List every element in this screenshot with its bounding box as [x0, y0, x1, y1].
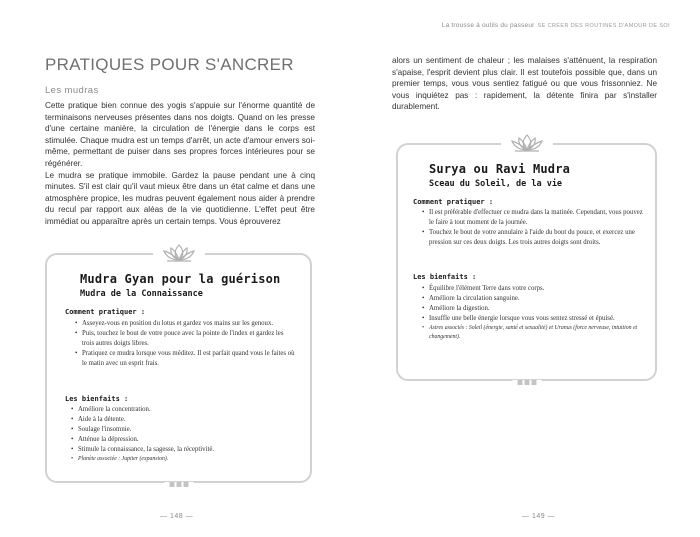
running-head-subtitle: SE CRÉER DES ROUTINES D'AMOUR DE SOI	[537, 23, 670, 29]
body-text-right	[392, 55, 657, 113]
benefits-list	[422, 284, 644, 342]
list-item: • Touchez le bout de votre annulaire à l'aide du bout du pouce, et exercez une pression sur ces deux doigts. Les trois autres doigts sont droits.	[422, 228, 644, 248]
list-item: • Aide à la détente.	[71, 415, 296, 425]
right-page	[350, 0, 700, 537]
how-list	[422, 208, 644, 248]
body-text-left	[45, 100, 315, 228]
how-heading: Comment pratiquer :	[413, 198, 494, 206]
how-heading: Comment pratiquer :	[65, 308, 146, 316]
list-item: • Astres associés : Soleil (énergie, santé et sexualité) et Uranus (force nerveuse, intuition et changement).	[422, 324, 644, 342]
card-title: Mudra Gyan pour la guérison	[80, 272, 281, 286]
list-item: • Planète associée : Jupiter (expansion).	[71, 455, 296, 464]
running-head	[442, 22, 670, 29]
list-item: • Pratiquez ce mudra lorsque vous méditez. Il est parfait quand vous le faites où le matin avec un esprit frais.	[75, 349, 295, 369]
paragraph: Le mudra se pratique immobile. Gardez la pause pendant une à cinq minutes. S'il est clair qu'il vaut mieux être dans un état calme et dans une atmosphère propice, les mudras peuvent également nous aider à prendre du recul par rapport aux aléas de la vie quotidienne. L'effet peut être immédiat ou apparaître après un certain temps. Vous éprouverez	[45, 170, 315, 226]
running-head-title: La trousse à outils du passeur	[441, 22, 535, 29]
page-number: — 149 —	[522, 513, 556, 520]
page-number: — 148 —	[160, 513, 194, 520]
list-item: • Puis, touchez le bout de votre pouce avec la pointe de l'index et gardez les trois autres doigts libres.	[75, 329, 295, 349]
card-title: Surya ou Ravi Mudra	[429, 162, 571, 176]
ornament-dots	[164, 482, 193, 487]
list-item: • Il est préférable d'effectuer ce mudra dans la matinée. Cependant, vous pouvez le faire à tout moment de la journée.	[422, 208, 644, 228]
ornament-dots	[512, 380, 541, 385]
lotus-icon	[501, 130, 553, 156]
list-item: • Insuffle une belle énergie lorsque vous vous sentez stressé et épuisé.	[422, 314, 644, 324]
mudra-card-gyan	[45, 253, 312, 483]
list-item: • Soulage l'insomnie.	[71, 425, 296, 435]
mudra-card-surya	[396, 143, 657, 381]
paragraph: alors un sentiment de chaleur ; les malaises s'atténuent, la respiration s'apaise, l'esprit devient plus clair. Il est toutefois possible que, dans un premier temps, vous vous sentiez fatigué ou que vous frissonniez. Ne vous inquiétez pas : rapidement, la détente finira par s'installer durablement.	[392, 56, 657, 112]
benefits-heading: Les bienfaits :	[65, 395, 129, 403]
list-item: • Améliore la digestion.	[422, 304, 644, 314]
benefits-heading: Les bienfaits :	[413, 273, 477, 281]
card-subtitle: Mudra de la Connaissance	[80, 289, 203, 299]
benefits-list	[71, 405, 296, 464]
paragraph: Cette pratique bien connue des yogis s'appuie sur l'énorme quantité de terminaisons nerveuses présentes dans nos doigts. Quand on les presse d'une certaine manière, la circulation de l'énergie dans le corps est stimulée. Chaque mudra est un temps d'arrêt, un acte d'amour envers soi-même, permettant de puiser dans ses propres forces intérieures pour se régénérer.	[45, 101, 315, 168]
chapter-title: PRATIQUES POUR S'ANCRER	[45, 55, 294, 74]
section-title: Les mudras	[45, 85, 99, 96]
list-item: • Améliore la circulation sanguine.	[422, 294, 644, 304]
lotus-icon	[153, 240, 205, 266]
list-item: • Améliore la concentration.	[71, 405, 296, 415]
list-item: • Stimule la connaissance, la sagesse, la réceptivité.	[71, 445, 296, 455]
card-subtitle: Sceau du Soleil, de la vie	[429, 179, 563, 189]
list-item: • Atténue la dépression.	[71, 435, 296, 445]
list-item: • Équilibre l'élément Terre dans votre corps.	[422, 284, 644, 294]
how-list	[75, 319, 295, 369]
list-item: • Asseyez-vous en position du lotus et gardez vos mains sur les genoux.	[75, 319, 295, 329]
